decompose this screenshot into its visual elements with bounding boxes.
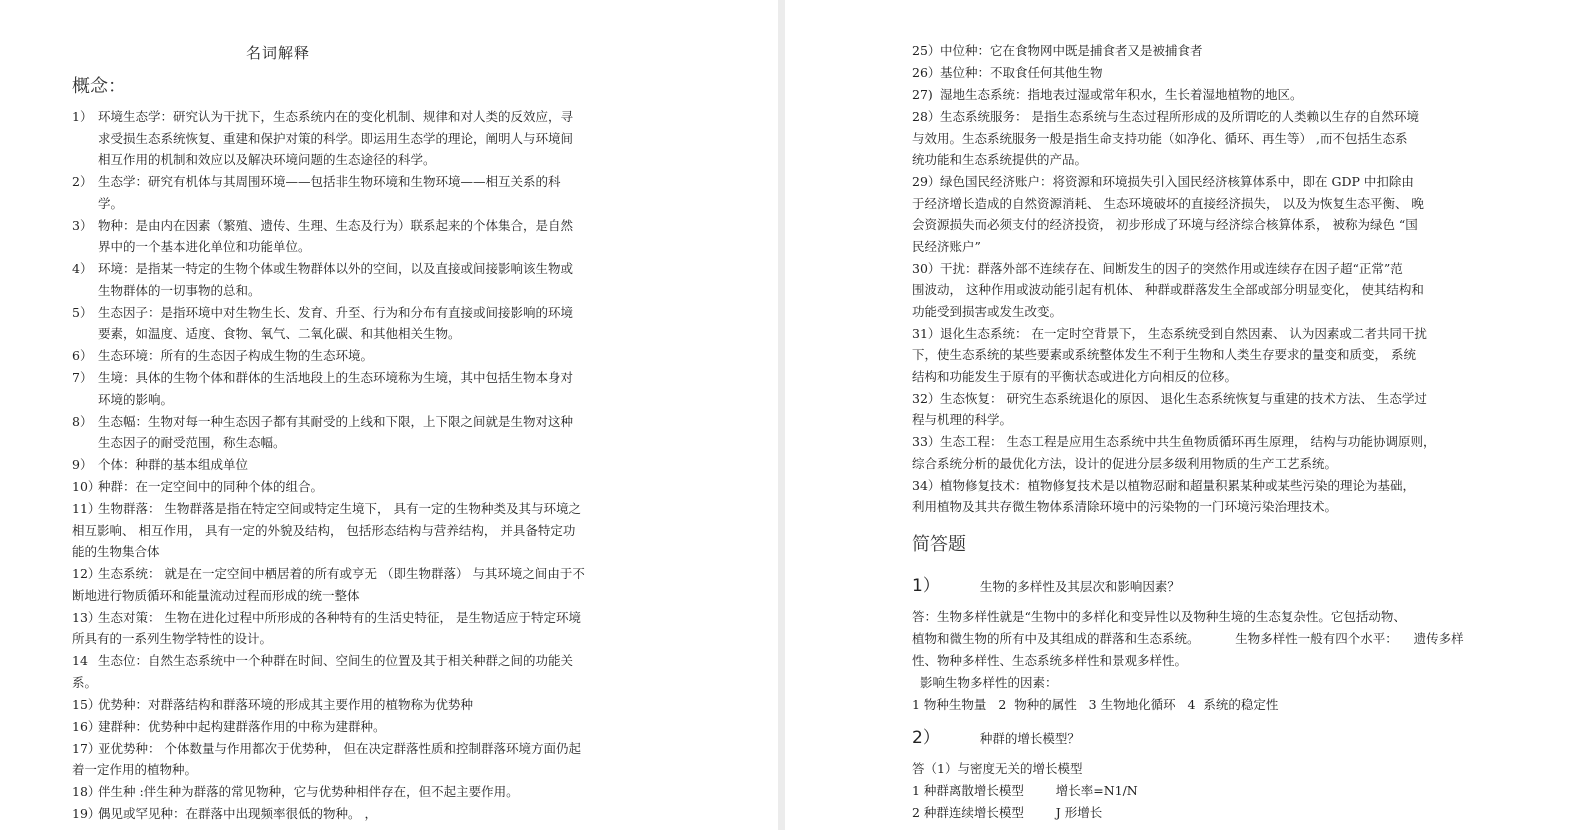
entry-line: 干扰：群落外部不连续存在、间断发生的因子的突然作用或连续存在因子超“正常”范 bbox=[940, 260, 1403, 276]
entry-line: 学。 bbox=[98, 195, 124, 211]
question-title bbox=[912, 728, 1080, 750]
entry-line: 基位种：不取食任何其他生物 bbox=[940, 65, 1103, 80]
entry-number: 1） bbox=[72, 109, 93, 124]
definition-entry bbox=[72, 716, 386, 738]
entry-line: 着一定作用的植物种。 bbox=[72, 762, 198, 777]
definition-entry bbox=[912, 106, 1419, 171]
entry-line: 环境：是指某一特定的生物个体或生物群体以外的空间，以及直接或间接影响该生物或 bbox=[98, 261, 574, 276]
entry-number: 31） bbox=[912, 325, 941, 341]
entry-line: 中位种：它在食物网中既是捕食者又是被捕食者 bbox=[940, 43, 1203, 58]
definition-entry bbox=[912, 258, 1424, 323]
entry-line: 生态系统服务： 是指生态系统与生态过程所形成的及所谓吃的人类赖以生存的自然环境 bbox=[940, 109, 1419, 124]
answer-line: 植物和微生物的所有中及其组成的群落和生态系统。 生物多样性一般有四个水平： 遗传多样 bbox=[912, 631, 1464, 646]
entry-line: 所具有的一系列生物学特性的设计。 bbox=[72, 631, 273, 646]
entry-number: 34） bbox=[912, 477, 941, 493]
entry-line: 求受损生态系统恢复、重建和保护对策的科学。即运用生态学的理论，阐明人与环境间 bbox=[98, 130, 574, 146]
entry-line: 结构和功能发生于原有的平衡状态或进化方向相反的位移。 bbox=[912, 368, 1238, 384]
definition-entry bbox=[72, 738, 581, 781]
page-right bbox=[785, 0, 1585, 830]
entry-number: 5） bbox=[72, 304, 93, 320]
entry-line: 生态因子的耐受范围，称生态幅。 bbox=[98, 435, 286, 450]
entry-line: 民经济账户” bbox=[912, 238, 981, 254]
entry-number: 26） bbox=[912, 65, 941, 80]
answer-line: 答（1）与密度无关的增长模型 bbox=[912, 761, 1083, 776]
definition-entry bbox=[72, 258, 573, 301]
entry-line: 生态位：自然生态系统中一个种群在时间、空间生的位置及其于相关种群之间的功能关 bbox=[98, 653, 574, 668]
entry-line: 环境生态学：研究认为干扰下，生态系统内在的变化机制、规律和对人类的反效应，寻 bbox=[98, 109, 574, 124]
entry-line: 相互影响、 相互作用， 具有一定的外貌及结构， 包括形态结构与营养结构， 并具备特定功 bbox=[72, 522, 576, 538]
entry-line: 会资源损失而必须支付的经济投资， 初步形成了环境与经济综合核算体系， 被称为绿色 “国 bbox=[912, 217, 1418, 232]
entry-line: 程与机理的科学。 bbox=[912, 412, 1013, 427]
short-answer-heading: 简答题 bbox=[912, 534, 966, 555]
concepts-heading: 概念： bbox=[72, 76, 126, 97]
answer-line: 1 物种生物量 2 物种的属性 3 生物地化循环 4 系统的稳定性 bbox=[912, 697, 1279, 712]
entry-number: 3） bbox=[72, 217, 93, 233]
entry-number: 13） bbox=[72, 609, 101, 625]
entry-line: 与效用。生态系统服务一般是指生命支持功能（如净化、循环、再生等） ,而不包括生态系 bbox=[912, 130, 1408, 146]
definition-entry bbox=[912, 475, 1415, 518]
entry-number: 4） bbox=[72, 261, 93, 276]
entry-line: 湿地生态系统：指地表过湿或常年积水，生长着湿地植物的地区。 bbox=[940, 87, 1303, 102]
entry-number: 15） bbox=[72, 696, 101, 712]
definition-entry bbox=[912, 40, 1203, 62]
question-number: 2） bbox=[912, 728, 940, 748]
answer-line: 1 种群离散增长模型 增长率=N1/N bbox=[912, 783, 1138, 798]
definition-entry bbox=[912, 388, 1427, 431]
definition-entry bbox=[72, 498, 581, 563]
page-left bbox=[0, 0, 778, 830]
entry-number: 9） bbox=[72, 457, 93, 472]
entry-line: 生境：具体的生物个体和群体的生活地段上的生态环境称为生境，其中包括生物本身对 bbox=[98, 370, 574, 385]
definition-entry bbox=[72, 171, 561, 214]
entry-number: 28） bbox=[912, 109, 941, 124]
entry-number: 12） bbox=[72, 566, 101, 581]
entry-line: 功能受到损害或发生改变。 bbox=[912, 303, 1063, 319]
entry-number: 27) bbox=[912, 87, 933, 102]
entry-number: 32） bbox=[912, 390, 941, 406]
entry-line: 亚优势种： 个体数量与作用都次于优势种， 但在决定群落性质和控制群落环境方面仍起 bbox=[98, 740, 581, 756]
entry-number: 33） bbox=[912, 434, 941, 449]
definition-entry bbox=[72, 650, 573, 693]
definition-entry bbox=[912, 84, 1303, 106]
entry-line: 生态环境：所有的生态因子构成生物的生态环境。 bbox=[98, 348, 374, 363]
definition-entry bbox=[72, 454, 248, 476]
entry-line: 物种：是由内在因素（繁殖、遗传、生理、生态及行为）联系起来的个体集合，是自然 bbox=[98, 217, 574, 233]
answer-line: 2 种群连续增长模型 J 形增长 bbox=[912, 805, 1103, 820]
entry-line: 生态工程： 生态工程是应用生态系统中共生鱼物质循环再生原理， 结构与功能协调原则， bbox=[940, 434, 1436, 449]
definition-entry bbox=[912, 62, 1103, 84]
definition-entry bbox=[72, 345, 373, 367]
entry-line: 要素，如温度、适度、食物、氧气、二氧化碳、和其他相关生物。 bbox=[98, 326, 461, 341]
entry-line: 系。 bbox=[72, 674, 98, 690]
entry-line: 统功能和生态系统提供的产品。 bbox=[912, 152, 1088, 167]
answer-line: 影响生物多样性的因素： bbox=[912, 675, 1058, 690]
entry-number: 2） bbox=[72, 174, 93, 189]
entry-line: 伴生种 :伴生种为群落的常见物种，它与优势种相伴存在，但不起主要作用。 bbox=[98, 784, 519, 799]
entry-line: 能的生物集合体 bbox=[72, 544, 160, 559]
answer-line: 答：生物多样性就是“生物中的多样化和变异性以及物种生境的生态复杂性。它包括动物、 bbox=[912, 609, 1406, 624]
entry-line: 于经济增长造成的自然资源消耗、 生态环境破坏的直接经济损失， 以及为恢复生态平衡、 晚 bbox=[912, 195, 1424, 211]
entry-line: 个体：种群的基本组成单位 bbox=[98, 457, 249, 472]
entry-line: 生态幅：生物对每一种生态因子都有其耐受的上线和下限，上下限之间就是生物对这种 bbox=[98, 413, 574, 429]
definition-entry bbox=[72, 803, 377, 825]
entry-line: 偶见或罕见种：在群落中出现频率很低的物种。 ， bbox=[98, 806, 377, 821]
entry-number: 16） bbox=[72, 718, 101, 734]
entry-line: 环境的影响。 bbox=[98, 391, 174, 407]
definition-entry bbox=[912, 431, 1435, 474]
entry-line: 相互作用的机制和效应以及解决环境问题的生态途径的科学。 bbox=[98, 152, 436, 167]
question-text: 生物的多样性及其层次和影响因素？ bbox=[979, 579, 1180, 594]
definition-entry bbox=[72, 215, 573, 258]
entry-line: 下，使生态系统的某些要素或系统整体发生不利于生物和人类生存要求的量变和质变， 系统 bbox=[912, 347, 1416, 362]
document-title: 名词解释 bbox=[246, 44, 311, 62]
entry-number: 19） bbox=[72, 806, 101, 821]
entry-line: 退化生态系统： 在一定时空背景下， 生态系统受到自然因素、 认为因素或二者共同干扰 bbox=[940, 325, 1427, 341]
entry-line: 综合系统分析的最优化方法，设计的促进分层多级利用物质的生产工艺系统。 bbox=[912, 455, 1338, 471]
definition-entry bbox=[72, 476, 323, 498]
entry-number: 6） bbox=[72, 348, 93, 363]
definition-entry bbox=[72, 106, 573, 171]
entry-line: 生态学：研究有机体与其周围环境——包括非生物环境和生物环境——相互关系的科 bbox=[98, 174, 561, 189]
entry-line: 种群：在一定空间中的同种个体的组合。 bbox=[98, 479, 324, 494]
entry-number: 18） bbox=[72, 784, 101, 799]
entry-line: 围波动， 这种作用或波动能引起有机体、 种群或群落发生全部或部分明显变化， 使其结构和 bbox=[912, 282, 1424, 297]
definition-entry bbox=[72, 302, 573, 345]
entry-line: 界中的一个基本进化单位和功能单位。 bbox=[98, 239, 311, 254]
entry-number: 25） bbox=[912, 43, 941, 58]
entry-line: 生态系统： 就是在一定空间中栖居着的所有或亨无 （即生物群落） 与其环境之间由于不 bbox=[98, 566, 585, 581]
entry-line: 生态因子：是指环境中对生物生长、发育、升至、行为和分布有直接或间接影响的环境 bbox=[98, 304, 574, 320]
entry-number: 10） bbox=[72, 479, 101, 494]
entry-line: 植物修复技术：植物修复技术是以植物忍耐和超量积累某种或某些污染的理论为基础， bbox=[940, 477, 1416, 493]
definition-entry bbox=[72, 781, 519, 803]
entry-number: 7） bbox=[72, 370, 93, 385]
entry-number: 14 bbox=[72, 653, 88, 668]
question-number: 1） bbox=[912, 576, 940, 596]
question-title bbox=[912, 576, 1180, 598]
entry-line: 利用植物及其共存微生物体系清除环境中的污染物的一门环境污染治理技术。 bbox=[912, 499, 1338, 514]
definition-entry bbox=[72, 411, 573, 454]
definition-entry bbox=[72, 367, 573, 410]
entry-line: 绿色国民经济账户：将资源和环境损失引入国民经济核算体系中，即在 GDP 中扣除由 bbox=[940, 174, 1414, 189]
definition-entry bbox=[72, 607, 581, 650]
entry-number: 30） bbox=[912, 260, 941, 276]
entry-line: 断地进行物质循环和能量流动过程而形成的统一整体 bbox=[72, 587, 360, 603]
entry-line: 生物群落： 生物群落是指在特定空间或特定生境下， 具有一定的生物种类及其与环境之 bbox=[98, 501, 581, 516]
definition-entry bbox=[912, 323, 1427, 388]
entry-number: 8） bbox=[72, 413, 93, 429]
definition-entry bbox=[72, 694, 473, 716]
entry-number: 17） bbox=[72, 740, 101, 756]
question-text: 种群的增长模型？ bbox=[979, 731, 1080, 746]
entry-number: 29） bbox=[912, 174, 941, 189]
entry-line: 优势种：对群落结构和群落环境的形成其主要作用的植物称为优势种 bbox=[98, 696, 474, 712]
definition-entry bbox=[72, 563, 585, 606]
answer-line: 性、物种多样性、生态系统多样性和景观多样性。 bbox=[912, 653, 1188, 668]
entry-line: 生态恢复： 研究生态系统退化的原因、 退化生态系统恢复与重建的技术方法、 生态学过 bbox=[940, 390, 1427, 406]
definition-entry bbox=[912, 171, 1424, 257]
entry-line: 生态对策： 生物在进化过程中所形成的各种特有的生活史特征， 是生物适应于特定环境 bbox=[98, 609, 581, 625]
entry-line: 生物群体的一切事物的总和。 bbox=[98, 282, 261, 298]
entry-number: 11） bbox=[72, 501, 101, 516]
entry-line: 建群种：优势种中起构建群落作用的中称为建群种。 bbox=[98, 718, 386, 734]
